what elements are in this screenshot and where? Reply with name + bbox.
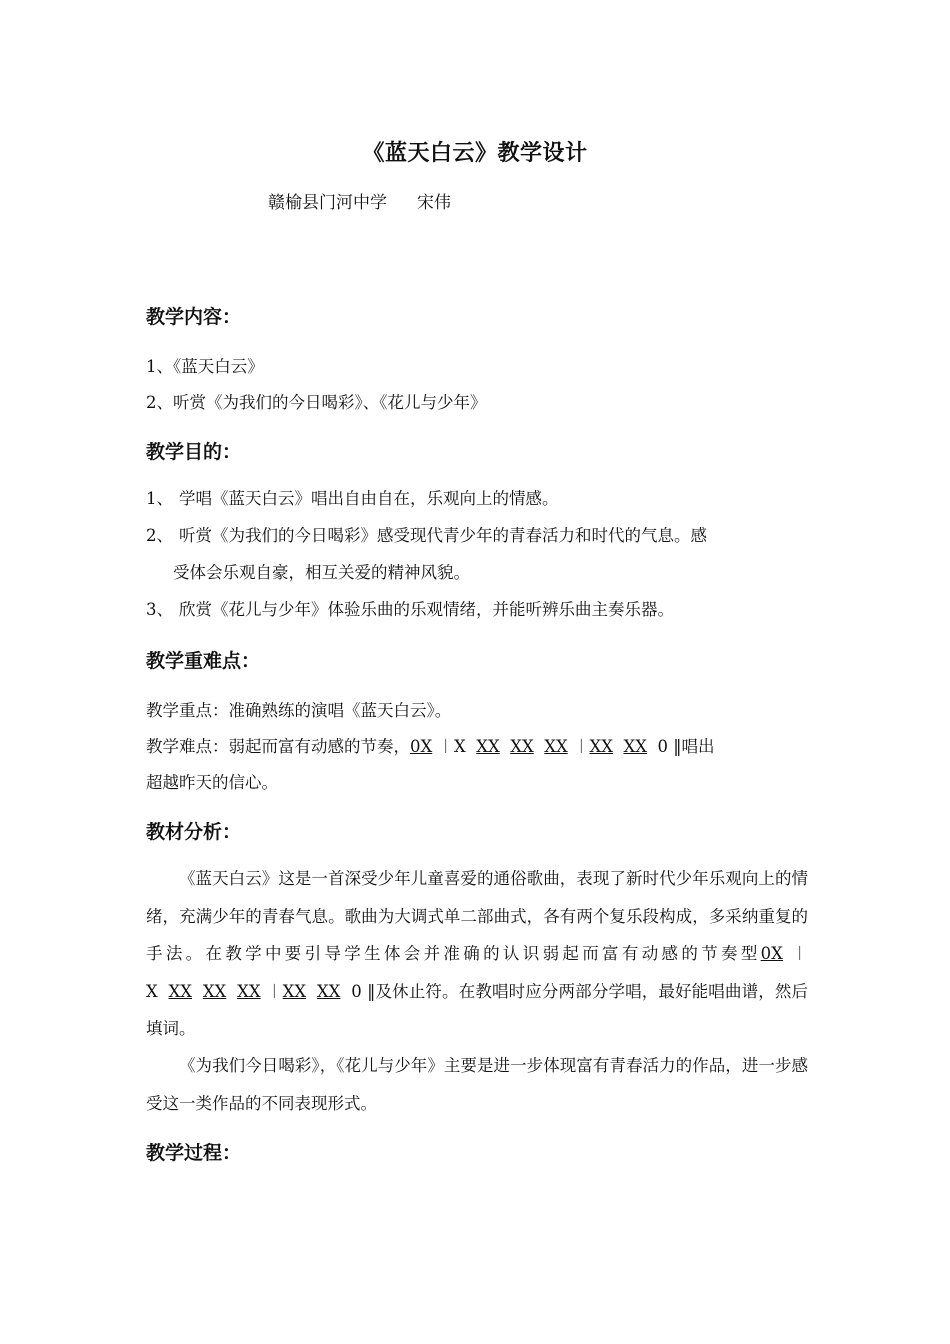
author-name: 宋伟 <box>417 193 451 213</box>
rhythm-bar: ︱ <box>437 737 454 756</box>
rhythm-note: XX <box>168 981 193 1001</box>
goal-item-3 <box>146 591 808 628</box>
analysis-paragraph-1 <box>146 860 808 1048</box>
author-school: 赣榆县门河中学 <box>268 193 387 213</box>
difficulty-suffix: 唱出 <box>681 737 715 756</box>
rhythm-note: XX <box>544 737 568 756</box>
heading-keypoints: 教学重难点： <box>146 650 261 672</box>
goal-text: 学唱《蓝天白云》唱出自由自在，乐观向上的情感。 <box>179 489 559 508</box>
rhythm-rest: 0 <box>657 737 668 756</box>
rhythm-end: ‖ <box>367 981 376 1001</box>
rhythm-note: 0X <box>410 737 433 756</box>
goal-text-continued: 受体会乐观自豪，相互关爱的精神风貌。 <box>173 563 470 582</box>
goal-item-2 <box>146 517 808 591</box>
rhythm-note: XX <box>589 737 613 756</box>
goal-item-1 <box>146 480 808 517</box>
goal-num: 3、 <box>146 600 173 619</box>
rhythm-note: X <box>146 981 158 1001</box>
document-title: 《蓝天白云》教学设计 <box>362 140 588 166</box>
rhythm-end: ‖ <box>673 737 682 756</box>
rhythm-note: XX <box>316 981 341 1001</box>
rhythm-note: XX <box>476 737 500 756</box>
rhythm-rest: 0 <box>351 981 362 1001</box>
analysis-text: 《蓝天白云》这是一首深受少年儿童喜爱的通俗歌曲，表现了新时代少年乐观向上的情绪，充满少年的青春气息。歌曲为大调式单二部曲式，各有两个复乐段构成，多采纳重复的手法。在教学中要引导学生体会并准确的认识弱起而富有动感的节奏型 <box>146 869 808 963</box>
rhythm-note: XX <box>237 981 261 1001</box>
goal-text: 欣赏《花儿与少年》体验乐曲的乐观情绪，并能听辨乐曲主奏乐器。 <box>179 600 674 619</box>
rhythm-bar: ︱ <box>573 737 590 756</box>
heading-process: 教学过程： <box>146 1142 242 1164</box>
rhythm-note: XX <box>623 737 647 756</box>
goal-num: 2、 <box>146 526 173 545</box>
rhythm-note: XX <box>202 981 227 1001</box>
key-difficulty-line2: 超越昨天的信心。 <box>146 773 278 792</box>
content-item-1: 1、《蓝天白云》 <box>146 357 264 376</box>
key-focus: 教学重点：准确熟练的演唱《蓝天白云》。 <box>146 701 452 720</box>
goal-num: 1、 <box>146 489 173 508</box>
difficulty-prefix: 教学难点：弱起而富有动感的节奏， <box>146 737 410 756</box>
rhythm-note: XX <box>282 981 307 1001</box>
rhythm-note: X <box>454 737 466 756</box>
rhythm-bar: ︱ <box>265 981 283 1001</box>
rhythm-note: XX <box>510 737 534 756</box>
heading-content: 教学内容： <box>146 306 242 328</box>
rhythm-note: 0X <box>760 944 783 963</box>
goal-text: 听赏《为我们的今日喝彩》感受现代青少年的青春活力和时代的气息。感 <box>179 526 707 545</box>
analysis-paragraph-2: 《为我们今日喝彩》，《花儿与少年》主要是进一步体现富有青春活力的作品，进一步感受这一类作品的不同表现形式。 <box>146 1056 808 1113</box>
heading-analysis: 教材分析： <box>146 821 242 843</box>
analysis-text: 及休止符。在教唱时应分两部分学唱，最好能唱曲谱，然后填词。 <box>146 981 809 1038</box>
author-line <box>268 188 451 213</box>
heading-goals: 教学目的： <box>146 441 242 463</box>
rhythm-bar: ︱ <box>791 944 808 963</box>
content-item-2: 2、听赏《为我们的今日喝彩》、《花儿与少年》 <box>146 393 487 412</box>
key-difficulty <box>146 733 715 757</box>
